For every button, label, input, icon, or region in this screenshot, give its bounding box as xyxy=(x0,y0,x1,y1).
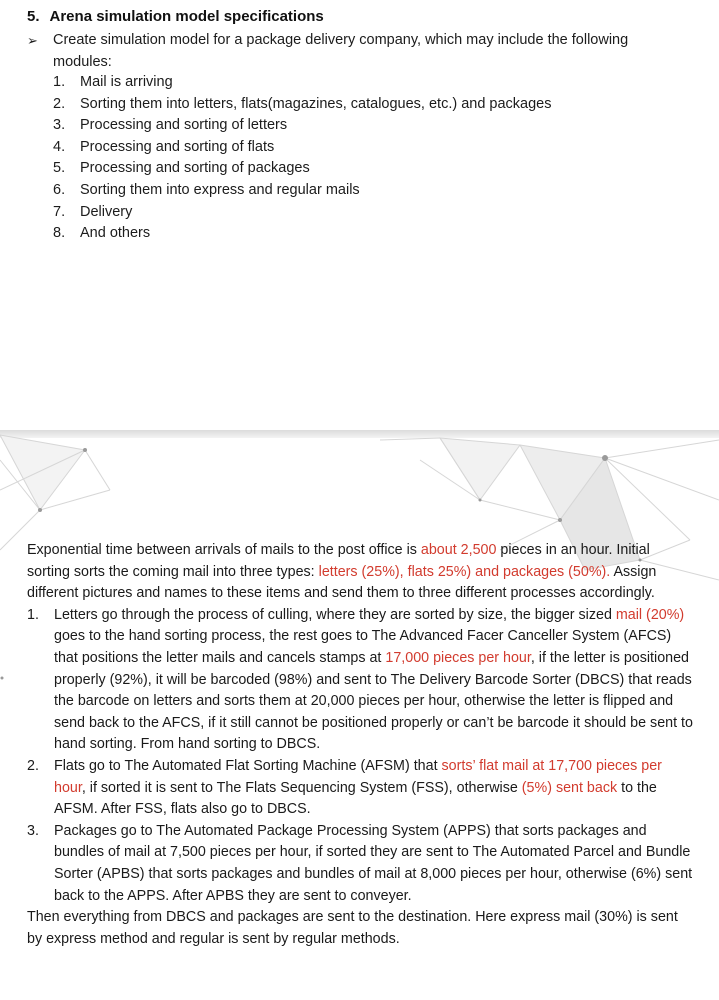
list-item: 1. Letters go through the process of culling, where they are sorted by size, the bigger sized mail (20%) goes to the hand sorting process, the rest goes to The Advanced Facer Canceller System (AFCS) that positions the letter mails and cancels stamps at 17,000 pieces per hour, if the letter is positioned properly (92%), it will be barcoded (98%) and sent to The Delivery Barcode Sorter (DBCS) that reads the barcode on letters and sorts them at 20,000 pieces per hour, otherwise the letter is flipped and send back to the AFCS, if it still cannot be positioned properly or can’t be barcode it should be sent to hand sorting. From hand sorting to DBCS. xyxy=(27,606,693,753)
highlight-text: mail (20%) xyxy=(615,606,685,623)
specifications-section xyxy=(0,0,719,430)
list-item: 3. Processing and sorting of letters xyxy=(53,117,288,134)
list-item: 6. Sorting them into express and regular mails xyxy=(53,181,360,198)
list-item: 5. Processing and sorting of packages xyxy=(53,160,310,177)
assignment-text xyxy=(27,540,695,950)
highlight-text: 17,000 pieces per hour xyxy=(385,649,531,666)
highlight-text: sorts’ flat mail at 17,700 pieces per hour xyxy=(54,757,662,796)
list-item: 2. Flats go to The Automated Flat Sorting Machine (AFSM) that sorts’ flat mail at 17,700 pieces per hour, if sorted it is sent to The Flats Sequencing System (FSS), otherwise (5%) sent back to the AFSM. After FSS, flats also go to DBCS. xyxy=(27,757,662,818)
closing-paragraph: Then everything from DBCS and packages are sent to the destination. Here express mail (30%) is sent by express method and regular is sent by regular methods. xyxy=(27,909,678,947)
list-item: 2. Sorting them into letters, flats(magazines, catalogues, etc.) and packages xyxy=(53,95,552,112)
highlight-text: about 2,500 xyxy=(420,542,497,558)
process-steps xyxy=(27,605,695,907)
highlight-text: letters (25%), flats 25%) and packages (50%). xyxy=(318,563,611,580)
highlight-text: (5%) sent back xyxy=(521,779,618,796)
section-heading xyxy=(27,8,324,25)
list-item: 3. Packages go to The Automated Package Processing System (APPS) that sorts packages and bundles of mail at 7,500 pieces per hour, if sorted they are sent to The Automated Parcel and Bundle Sorter (APBS) that sorts packages and bundles of mail at 8,000 pieces per hour, otherwise (6%) sent back to the APPS. After APBS they are sent to conveyer. xyxy=(27,822,693,904)
intro-bullet xyxy=(27,30,647,73)
list-item: 8. And others xyxy=(53,225,151,242)
list-item: 7. Delivery xyxy=(53,203,133,220)
list-item: 4. Processing and sorting of flats xyxy=(53,138,275,155)
section-title: Arena simulation model specifications xyxy=(49,8,324,25)
arrow-bullet-icon: ➢ xyxy=(27,33,38,48)
assignment-slide xyxy=(0,430,719,1000)
arrival-paragraph: Exponential time between arrivals of mails to the post office is about 2,500 pieces in an hour. Initial sorting sorts the coming mail into three types: letters (25%), flats 25%) and packages (50%). Assign different pictures and names to these items and send them to three different processes accordingly. xyxy=(27,542,657,602)
list-item: 1. Mail is arriving xyxy=(53,74,173,90)
section-number: 5. xyxy=(27,8,40,25)
intro-text: Create simulation model for a package delivery company, which may include the following modules: xyxy=(53,32,629,70)
module-list xyxy=(53,72,552,245)
